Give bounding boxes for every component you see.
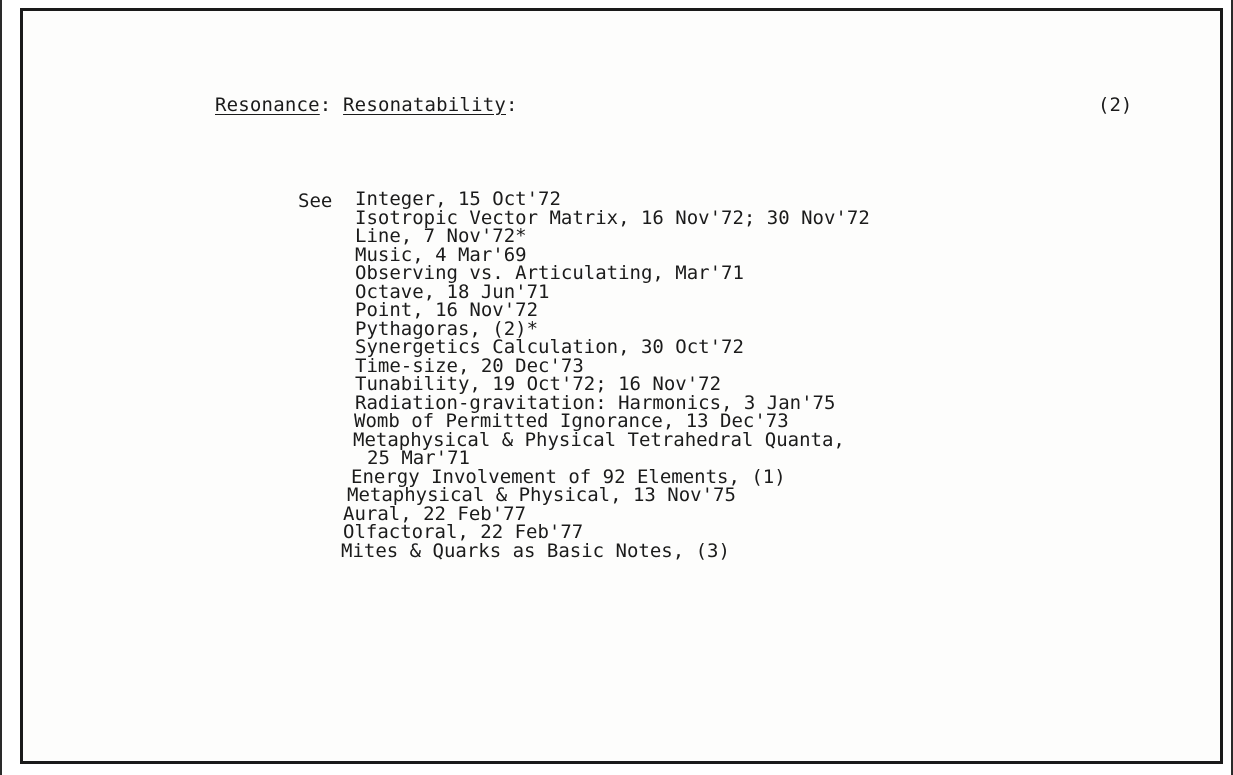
list-item: Metaphysical & Physical, 13 Nov'75 — [347, 484, 736, 506]
heading-subterm: Resonatability — [343, 94, 506, 116]
list-item: Octave, 18 Jun'71 — [355, 280, 550, 303]
list-item: Olfactoral, 22 Feb'77 — [343, 521, 584, 543]
list-item: Point, 16 Nov'72 — [355, 299, 539, 321]
list-item: Radiation-gravitation: Harmonics, 3 Jan'75 — [355, 391, 836, 414]
list-item-continuation: 25 Mar'71 — [367, 447, 470, 469]
heading-separator: : — [319, 94, 344, 116]
cross-reference-list — [341, 188, 870, 562]
list-item: Time-size, 20 Dec'73 — [355, 354, 584, 377]
list-item: Observing vs. Articulating, Mar'71 — [355, 262, 744, 284]
list-item: Line, 7 Nov'72* — [355, 225, 527, 247]
list-item: Metaphysical & Physical Tetrahedral Quanta, — [353, 428, 845, 451]
list-item: Womb of Permitted Ignorance, 13 Dec'73 — [354, 410, 789, 432]
heading-end: : — [506, 94, 518, 116]
list-item: Integer, 15 Oct'72 — [355, 188, 561, 210]
outer-left-rule — [0, 0, 2, 775]
list-item: Tunability, 19 Oct'72; 16 Nov'72 — [355, 373, 722, 395]
list-item: Aural, 22 Feb'77 — [343, 502, 527, 525]
list-item: Energy Involvement of 92 Elements, (1) — [351, 465, 786, 488]
list-item: Pythagoras, (2)* — [355, 317, 539, 340]
list-item: Synergetics Calculation, 30 Oct'72 — [355, 336, 744, 358]
list-item: Mites & Quarks as Basic Notes, (3) — [341, 539, 730, 562]
card-number: (2) — [1098, 94, 1133, 116]
see-label: See — [298, 190, 333, 212]
heading-term: Resonance — [215, 94, 320, 116]
card-heading — [215, 94, 518, 116]
list-item: Music, 4 Mar'69 — [355, 243, 527, 266]
list-item: Isotropic Vector Matrix, 16 Nov'72; 30 Nov'72 — [355, 206, 870, 229]
